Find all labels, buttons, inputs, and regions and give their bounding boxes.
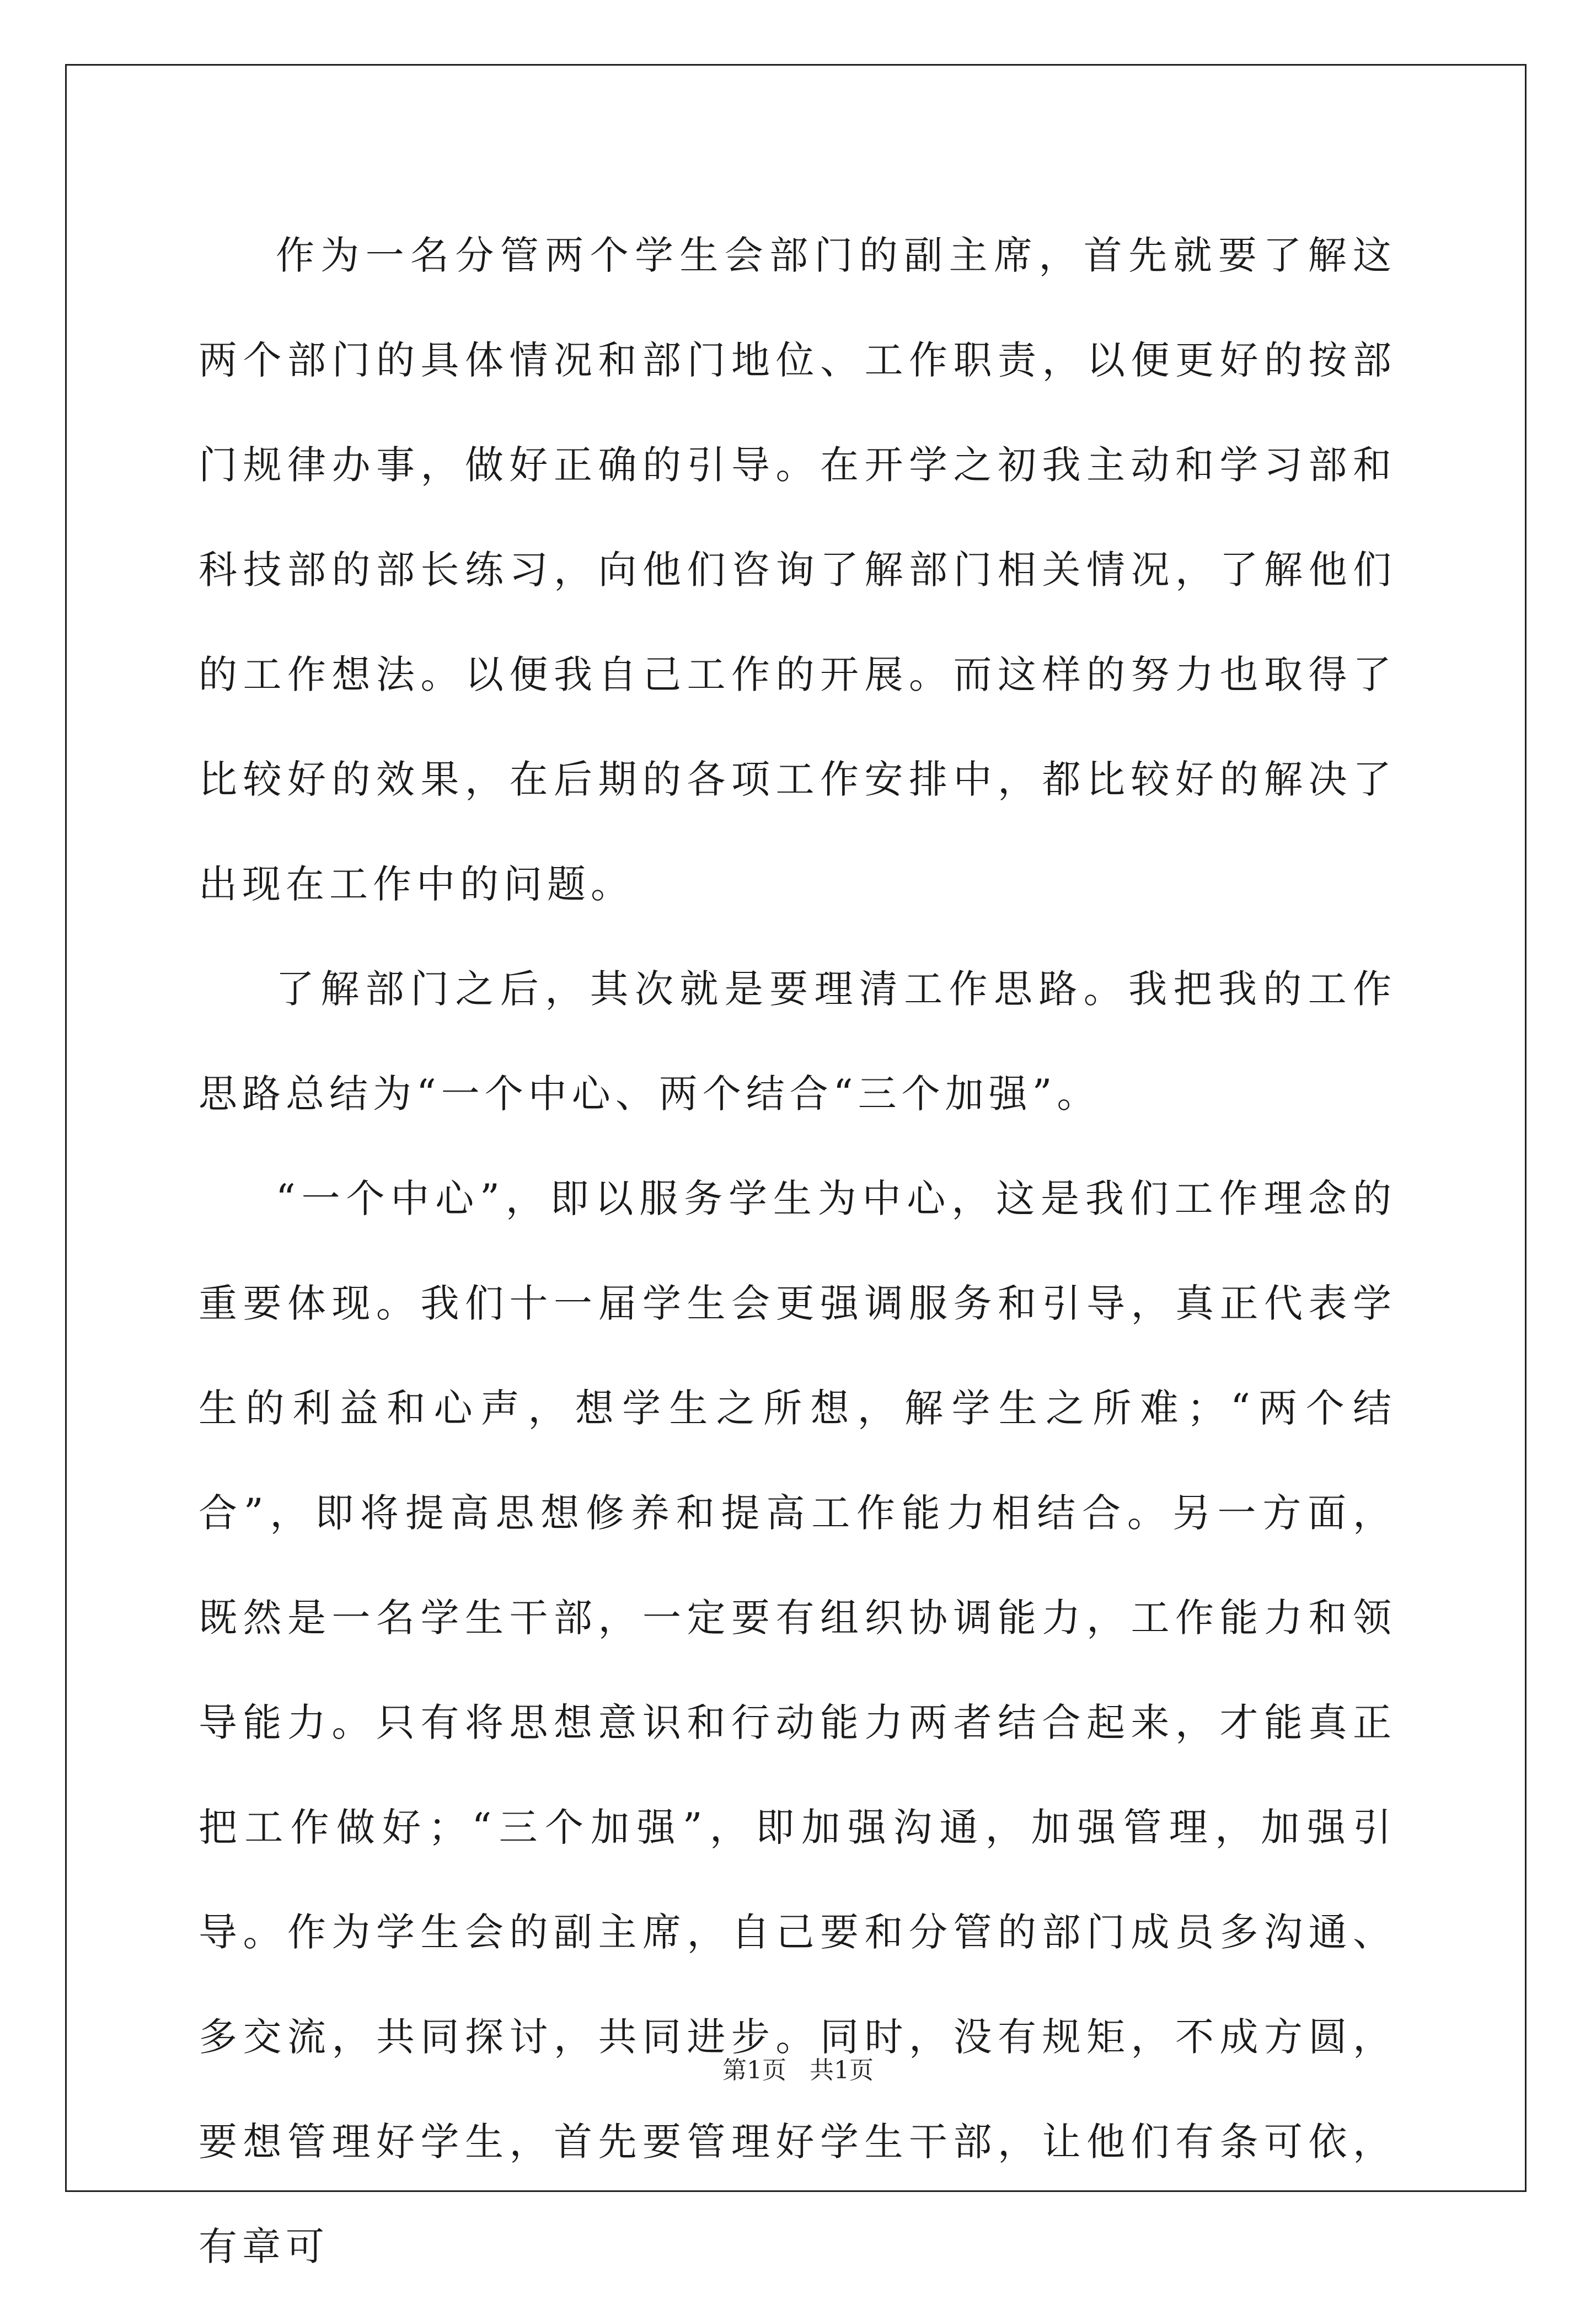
paragraph-3: “一个中心”，即以服务学生为中心，这是我们工作理念的重要体现。我们十一届学生会更强调服务和引导，真正代表学生的利益和心声，想学生之所想，解学生之所难；“两个结合”，即将提高思想修养和提高工作能力相结合。另一方面，既然是一名学生干部，一定要有组织协调能力，工作能力和领导能力。只有将思想意识和行动能力两者结合起来，才能真正把工作做好；“三个加强”，即加强沟通，加强管理，加强引导。作为学生会的副主席，自己要和分管的部门成员多沟通、多交流，共同探讨，共同进步。同时，没有规矩，不成方圆，要想管理好学生，首先要管理好学生干部，让他们有条可依，有章可 <box>199 1176 1396 2269</box>
page-number-footer: 第1页 共1页 <box>722 2056 874 2084</box>
document-body <box>199 203 1396 2299</box>
paragraph-2: 了解部门之后，其次就是要理清工作思路。我把我的工作思路总结为“一个中心、两个结合“三个加强”。 <box>199 966 1396 1116</box>
paragraph-1: 作为一名分管两个学生会部门的副主席，首先就要了解这两个部门的具体情况和部门地位、工作职责，以便更好的按部门规律办事，做好正确的引导。在开学之初我主动和学习部和科技部的部长练习，向他们咨询了解部门相关情况，了解他们的工作想法。以便我自己工作的开展。而这样的努力也取得了比较好的效果，在后期的各项工作安排中，都比较好的解决了出现在工作中的问题。 <box>199 233 1396 907</box>
